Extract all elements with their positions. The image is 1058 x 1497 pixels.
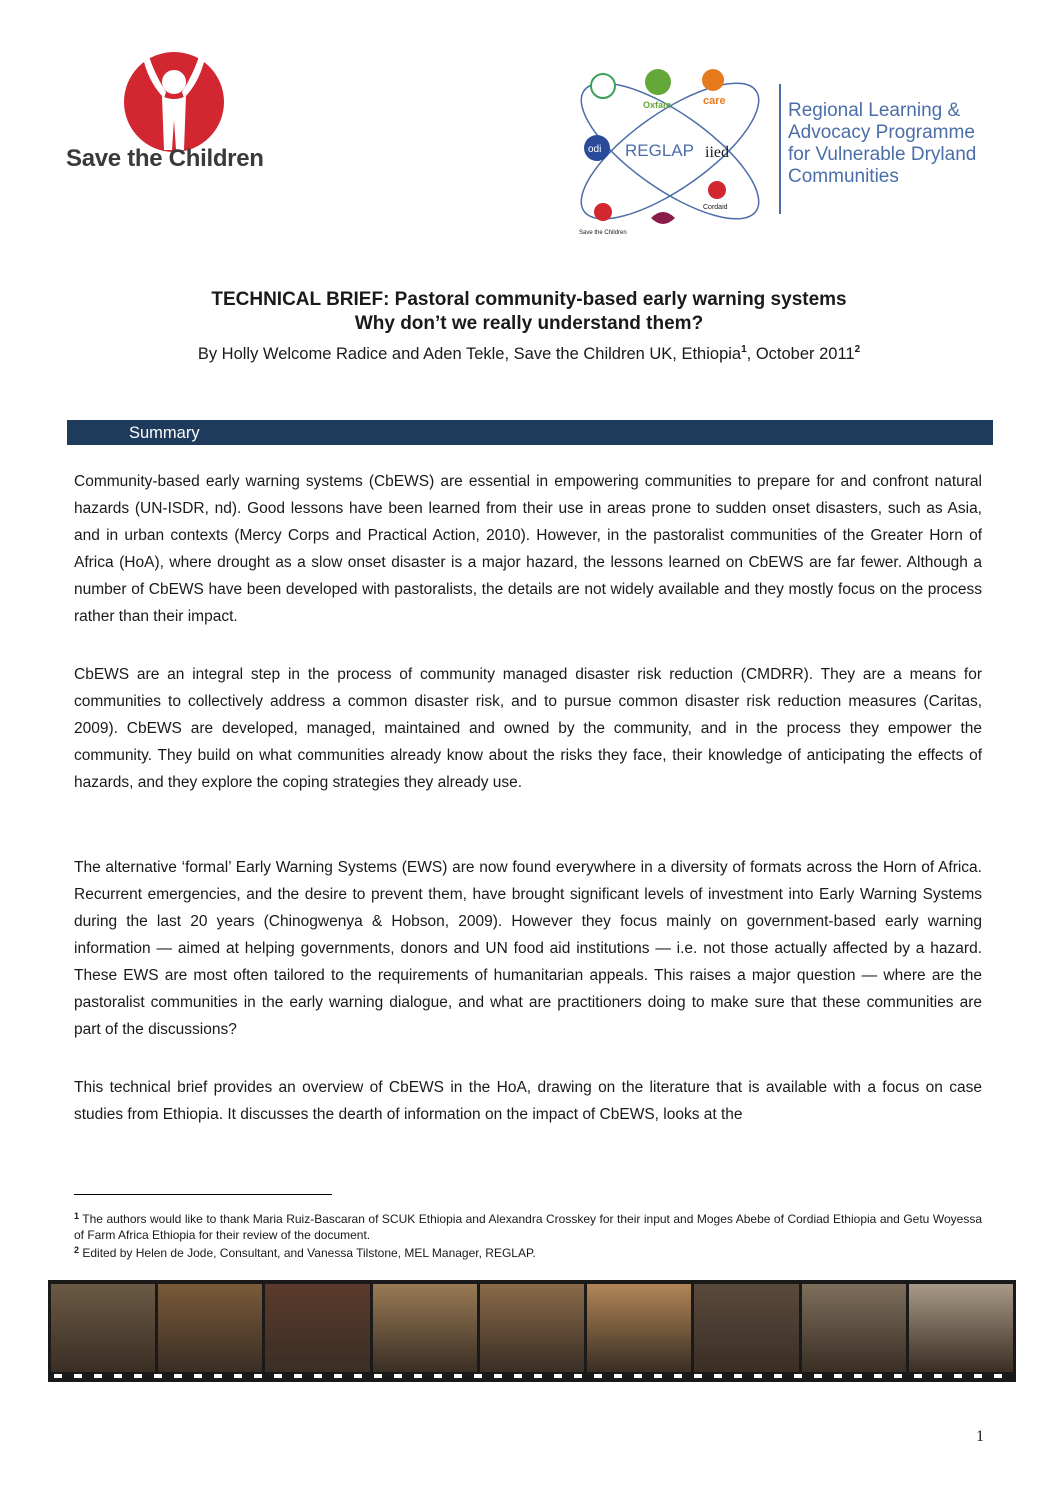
film-perforation bbox=[114, 1374, 122, 1378]
oxfam-label: Oxfam bbox=[643, 100, 672, 110]
body-paragraph: Community-based early warning systems (CbEWS) are essential in empowering communities to prepare for and confront natural hazards (UN-ISDR, nd). Good lessons have been learned from their use in areas prone to sudden onset disasters, such as Asia, and in urban contexts (Mercy Corps and Practical Action, 2010). However, in the pastoralist communities of the Greater Horn of Africa (HoA), where drought as a slow onset disaster is a major hazard, the lessons learned on CbEWS are far fewer. Although a number of CbEWS have been developed with pastoralists, the details are not widely available and they mostly focus on the process rather than their impact. bbox=[74, 473, 982, 625]
reglap-partner-logo bbox=[555, 60, 785, 242]
summary-heading-bar bbox=[67, 420, 993, 445]
film-perforation bbox=[794, 1374, 802, 1378]
photo-frame bbox=[480, 1284, 584, 1372]
film-perforation bbox=[854, 1374, 862, 1378]
footnote bbox=[74, 1242, 982, 1261]
film-perforation bbox=[334, 1374, 342, 1378]
film-perforation bbox=[74, 1374, 82, 1378]
film-perforation bbox=[874, 1374, 882, 1378]
body-paragraph: CbEWS are an integral step in the process of community managed disaster risk reduction (CMDRR). They are a means for communities to collectively address a common disaster risk, and to pursue common disaster risk reduction measures (Caritas, 2009). CbEWS are developed, managed, maintained and owned by the community, and in the process they empower the community. They build on what communities already know about the risks they face, their knowledge of anticipating the effects of hazards, and they explore the coping strategies they already use. bbox=[74, 666, 982, 791]
film-perforation bbox=[774, 1374, 782, 1378]
stc-mini-label: Save the Children bbox=[579, 230, 627, 236]
film-perforation bbox=[934, 1374, 942, 1378]
footnote-rule bbox=[74, 1194, 332, 1195]
reglap-center-label: REGLAP bbox=[625, 141, 694, 160]
film-perforation bbox=[614, 1374, 622, 1378]
film-perforation bbox=[974, 1374, 982, 1378]
reglap-divider bbox=[779, 84, 781, 214]
odi-label: odi bbox=[588, 144, 602, 155]
photo-film-strip bbox=[48, 1280, 1016, 1382]
tagline-line: for Vulnerable Dryland bbox=[788, 144, 977, 165]
footnote bbox=[74, 1208, 982, 1243]
document-title: TECHNICAL BRIEF: Pastoral community-based early warning systems bbox=[211, 289, 847, 310]
film-perforation bbox=[954, 1374, 962, 1378]
film-perforation bbox=[394, 1374, 402, 1378]
care-label: care bbox=[703, 95, 726, 107]
byline-date: , October 2011 bbox=[746, 345, 855, 363]
tagline-line: Advocacy Programme bbox=[788, 122, 975, 143]
film-perforation bbox=[374, 1374, 382, 1378]
body-paragraph: The alternative ‘formal’ Early Warning Systems (EWS) are now found everywhere in a diversity of formats across the Horn of Africa. Recurrent emergencies, and the desire to prevent them, have brought significant levels of investment into Early Warning Systems during the last 20 years (Chinogwenya & Hobson, 2009). However they focus mainly on government-based early warning information — aimed at helping governments, donors and UN food aid institutions — i.e. not those actually affected by a hazard. These EWS are most often tailored to the requirements of humanitarian appeals. This raises a major question — where are the pastoralist communities in the early warning dialogue, and what are practitioners doing to make sure that these communities are part of the discussions? bbox=[74, 859, 982, 1038]
footnote-text: Edited by Helen de Jode, Consultant, and Vanessa Tilstone, MEL Manager, REGLAP. bbox=[82, 1246, 536, 1260]
film-perforation bbox=[534, 1374, 542, 1378]
film-perforation bbox=[634, 1374, 642, 1378]
film-perforation bbox=[994, 1374, 1002, 1378]
stc-mini-logo-icon bbox=[594, 203, 612, 221]
film-perforation bbox=[94, 1374, 102, 1378]
photo-frame bbox=[802, 1284, 906, 1372]
film-perforation bbox=[754, 1374, 762, 1378]
title-block bbox=[0, 288, 1058, 366]
photo-frame bbox=[909, 1284, 1013, 1372]
film-perforation bbox=[274, 1374, 282, 1378]
film-perforation bbox=[134, 1374, 142, 1378]
footnote-number: 2 bbox=[74, 1245, 80, 1255]
film-perforation bbox=[414, 1374, 422, 1378]
photo-frame bbox=[265, 1284, 369, 1372]
stc-wordmark: Save the Children bbox=[66, 145, 264, 172]
footnote-ref-2[interactable]: 2 bbox=[854, 344, 861, 355]
film-perforation bbox=[354, 1374, 362, 1378]
film-perforation bbox=[834, 1374, 842, 1378]
film-perforation bbox=[474, 1374, 482, 1378]
photo-frame bbox=[694, 1284, 798, 1372]
film-perforation bbox=[914, 1374, 922, 1378]
cordaid-logo-icon bbox=[708, 181, 726, 199]
body-paragraph: This technical brief provides an overview of CbEWS in the HoA, drawing on the literature that is available with a focus on case studies from Ethiopia. It discusses the dearth of information on the impact of CbEWS, looks at the bbox=[74, 1079, 982, 1123]
film-perforation bbox=[574, 1374, 582, 1378]
film-perforation bbox=[694, 1374, 702, 1378]
byline bbox=[0, 338, 1058, 366]
film-perforation bbox=[214, 1374, 222, 1378]
film-perforation bbox=[674, 1374, 682, 1378]
film-perforation bbox=[154, 1374, 162, 1378]
summary-heading: Summary bbox=[129, 424, 200, 442]
document-subtitle: Why don’t we really understand them? bbox=[354, 313, 704, 334]
photo-frame bbox=[587, 1284, 691, 1372]
film-perforation bbox=[594, 1374, 602, 1378]
cordaid-ethiopia-logo-icon bbox=[651, 212, 675, 224]
film-perforation bbox=[234, 1374, 242, 1378]
tagline-line: Communities bbox=[788, 166, 899, 187]
film-perforation bbox=[514, 1374, 522, 1378]
tagline-line: Regional Learning & bbox=[788, 100, 961, 121]
photo-frame bbox=[158, 1284, 262, 1372]
film-perforation bbox=[174, 1374, 182, 1378]
care-logo-icon bbox=[702, 69, 724, 91]
film-perforation bbox=[54, 1374, 62, 1378]
film-perforations bbox=[48, 1373, 1016, 1379]
film-perforation bbox=[454, 1374, 462, 1378]
film-perforation bbox=[894, 1374, 902, 1378]
film-perforation bbox=[654, 1374, 662, 1378]
film-perforation bbox=[554, 1374, 562, 1378]
film-perforation bbox=[254, 1374, 262, 1378]
page-number: 1 bbox=[976, 1428, 984, 1445]
photo-frame bbox=[373, 1284, 477, 1372]
oxfam-logo-icon bbox=[645, 69, 671, 95]
stc-figure-icon bbox=[124, 46, 224, 152]
film-perforation bbox=[494, 1374, 502, 1378]
film-perforation bbox=[194, 1374, 202, 1378]
film-perforation bbox=[294, 1374, 302, 1378]
reconcile-logo-icon bbox=[591, 74, 615, 98]
footnote-number: 1 bbox=[74, 1211, 80, 1221]
film-perforation bbox=[314, 1374, 322, 1378]
film-perforation bbox=[734, 1374, 742, 1378]
iied-label: iied bbox=[705, 144, 729, 161]
film-perforation bbox=[814, 1374, 822, 1378]
footnote-ref-1[interactable]: 1 bbox=[741, 344, 747, 355]
byline-authors: By Holly Welcome Radice and Aden Tekle, Save the Children UK, Ethiopia bbox=[197, 345, 742, 363]
film-perforation bbox=[714, 1374, 722, 1378]
reglap-tagline bbox=[788, 100, 998, 188]
film-perforation bbox=[434, 1374, 442, 1378]
footnote-text: The authors would like to thank Maria Ruiz-Bascaran of SCUK Ethiopia and Alexandra Crosskey for their input and Moges Abebe of Cordiad Ethiopia and Getu Woyessa of Farm Africa Ethiopia for their review of the document. bbox=[74, 1212, 982, 1242]
cordaid-label: Cordaid bbox=[703, 204, 728, 211]
photo-frame bbox=[51, 1284, 155, 1372]
